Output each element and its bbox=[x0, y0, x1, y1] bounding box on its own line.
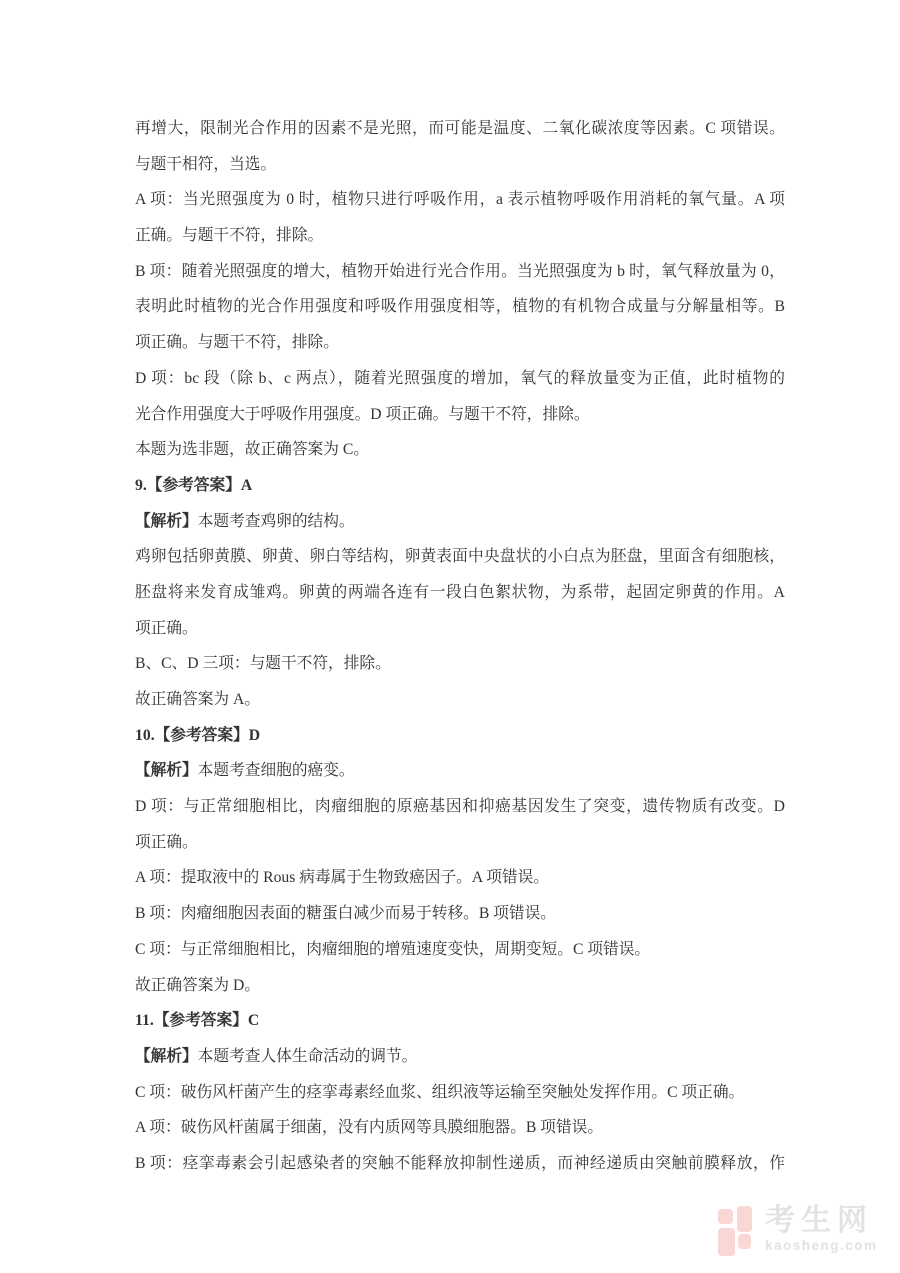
text-segment-bold: 【解析】 bbox=[135, 762, 198, 780]
text-segment: D 项：bc 段（除 b、c 两点），随着光照强度的增加，氧气的释放量变为正值，此时植物的 bbox=[135, 369, 785, 387]
text-line bbox=[135, 575, 785, 611]
text-segment: A 项：破伤风杆菌属于细菌，没有内质网等具膜细胞器。B 项错误。 bbox=[135, 1119, 604, 1137]
text-segment: 本题考查鸡卵的结构。 bbox=[197, 512, 355, 530]
document-body bbox=[135, 111, 785, 1182]
text-segment: B 项：肉瘤细胞因表面的糖蛋白减少而易于转移。B 项错误。 bbox=[135, 905, 556, 923]
text-segment: A 项：当光照强度为 0 时，植物只进行呼吸作用，a 表示植物呼吸作用消耗的氧气量。A 项 bbox=[135, 191, 785, 209]
text-segment-bold: 9.【参考答案】A bbox=[135, 476, 253, 494]
text-line bbox=[135, 182, 785, 218]
text-segment: D 项：与正常细胞相比，肉瘤细胞的原癌基因和抑癌基因发生了突变，遗传物质有改变。D bbox=[135, 798, 785, 816]
text-line bbox=[135, 1003, 785, 1039]
text-segment: 项正确。 bbox=[135, 619, 198, 637]
text-line bbox=[135, 325, 785, 361]
text-segment-bold: 【解析】 bbox=[135, 512, 198, 530]
watermark-site-domain: kaosheng.com bbox=[765, 1238, 878, 1253]
text-line bbox=[135, 504, 785, 540]
text-segment: C 项：与正常细胞相比，肉瘤细胞的增殖速度变快，周期变短。C 项错误。 bbox=[135, 940, 651, 958]
text-line bbox=[135, 896, 785, 932]
logo-block bbox=[718, 1228, 735, 1256]
logo-block bbox=[718, 1209, 733, 1224]
watermark bbox=[718, 1206, 878, 1258]
text-segment: 本题考查细胞的癌变。 bbox=[197, 762, 355, 780]
text-segment: A 项：提取液中的 Rous 病毒属于生物致癌因子。A 项错误。 bbox=[135, 869, 549, 887]
text-line bbox=[135, 468, 785, 504]
text-segment: B 项：随着光照强度的增大，植物开始进行光合作用。当光照强度为 b 时，氧气释放量为 0， bbox=[135, 262, 785, 280]
text-line bbox=[135, 860, 785, 896]
text-segment: 项正确。与题干不符，排除。 bbox=[135, 334, 339, 352]
text-line bbox=[135, 1146, 785, 1182]
text-line bbox=[135, 932, 785, 968]
text-line bbox=[135, 718, 785, 754]
text-segment: 项正确。 bbox=[135, 833, 198, 851]
text-segment: 正确。与题干不符，排除。 bbox=[135, 227, 324, 245]
text-segment: 胚盘将来发育成雏鸡。卵黄的两端各连有一段白色絮状物，为系带，起固定卵黄的作用。A bbox=[135, 583, 785, 601]
text-line bbox=[135, 218, 785, 254]
text-segment: 鸡卵包括卵黄膜、卵黄、卵白等结构，卵黄表面中央盘状的小白点为胚盘，里面含有细胞核， bbox=[135, 548, 785, 566]
text-segment: 本题为选非题，故正确答案为 C。 bbox=[135, 441, 370, 459]
text-line bbox=[135, 753, 785, 789]
text-segment: 再增大，限制光合作用的因素不是光照，而可能是温度、二氧化碳浓度等因素。C 项错误。 bbox=[135, 120, 785, 137]
text-line bbox=[135, 361, 785, 397]
text-line bbox=[135, 611, 785, 647]
text-line bbox=[135, 825, 785, 861]
text-line bbox=[135, 646, 785, 682]
text-line bbox=[135, 789, 785, 825]
watermark-text bbox=[765, 1206, 878, 1253]
text-line bbox=[135, 968, 785, 1004]
text-line bbox=[135, 1110, 785, 1146]
text-line bbox=[135, 682, 785, 718]
text-line bbox=[135, 432, 785, 468]
text-line bbox=[135, 111, 785, 147]
text-segment-bold: 10.【参考答案】D bbox=[135, 726, 261, 744]
kaosheng-logo-icon bbox=[718, 1206, 754, 1258]
text-segment: B、C、D 三项：与题干不符，排除。 bbox=[135, 655, 391, 673]
text-segment: 故正确答案为 D。 bbox=[135, 976, 261, 994]
text-line bbox=[135, 147, 785, 183]
logo-block bbox=[738, 1234, 751, 1249]
watermark-site-name: 考生网 bbox=[765, 1204, 873, 1237]
text-segment-bold: 11.【参考答案】C bbox=[135, 1012, 260, 1030]
text-segment: 光合作用强度大于呼吸作用强度。D 项正确。与题干不符，排除。 bbox=[135, 405, 590, 423]
text-segment: 故正确答案为 A。 bbox=[135, 691, 261, 708]
text-line bbox=[135, 1039, 785, 1075]
text-segment-bold: 【解析】 bbox=[135, 1047, 198, 1065]
text-segment: 本题考查人体生命活动的调节。 bbox=[197, 1047, 418, 1065]
text-line bbox=[135, 539, 785, 575]
text-segment: B 项：痉挛毒素会引起感染者的突触不能释放抑制性递质，而神经递质由突触前膜释放，作 bbox=[135, 1154, 785, 1172]
text-line bbox=[135, 289, 785, 325]
text-line bbox=[135, 1075, 785, 1111]
logo-block bbox=[737, 1206, 752, 1232]
text-segment: 与题干相符，当选。 bbox=[135, 155, 277, 173]
text-line bbox=[135, 397, 785, 433]
text-segment: C 项：破伤风杆菌产生的痉挛毒素经血浆、组织液等运输至突触处发挥作用。C 项正确。 bbox=[135, 1083, 745, 1101]
text-segment: 表明此时植物的光合作用强度和呼吸作用强度相等，植物的有机物合成量与分解量相等。B bbox=[135, 298, 785, 316]
text-line bbox=[135, 254, 785, 290]
